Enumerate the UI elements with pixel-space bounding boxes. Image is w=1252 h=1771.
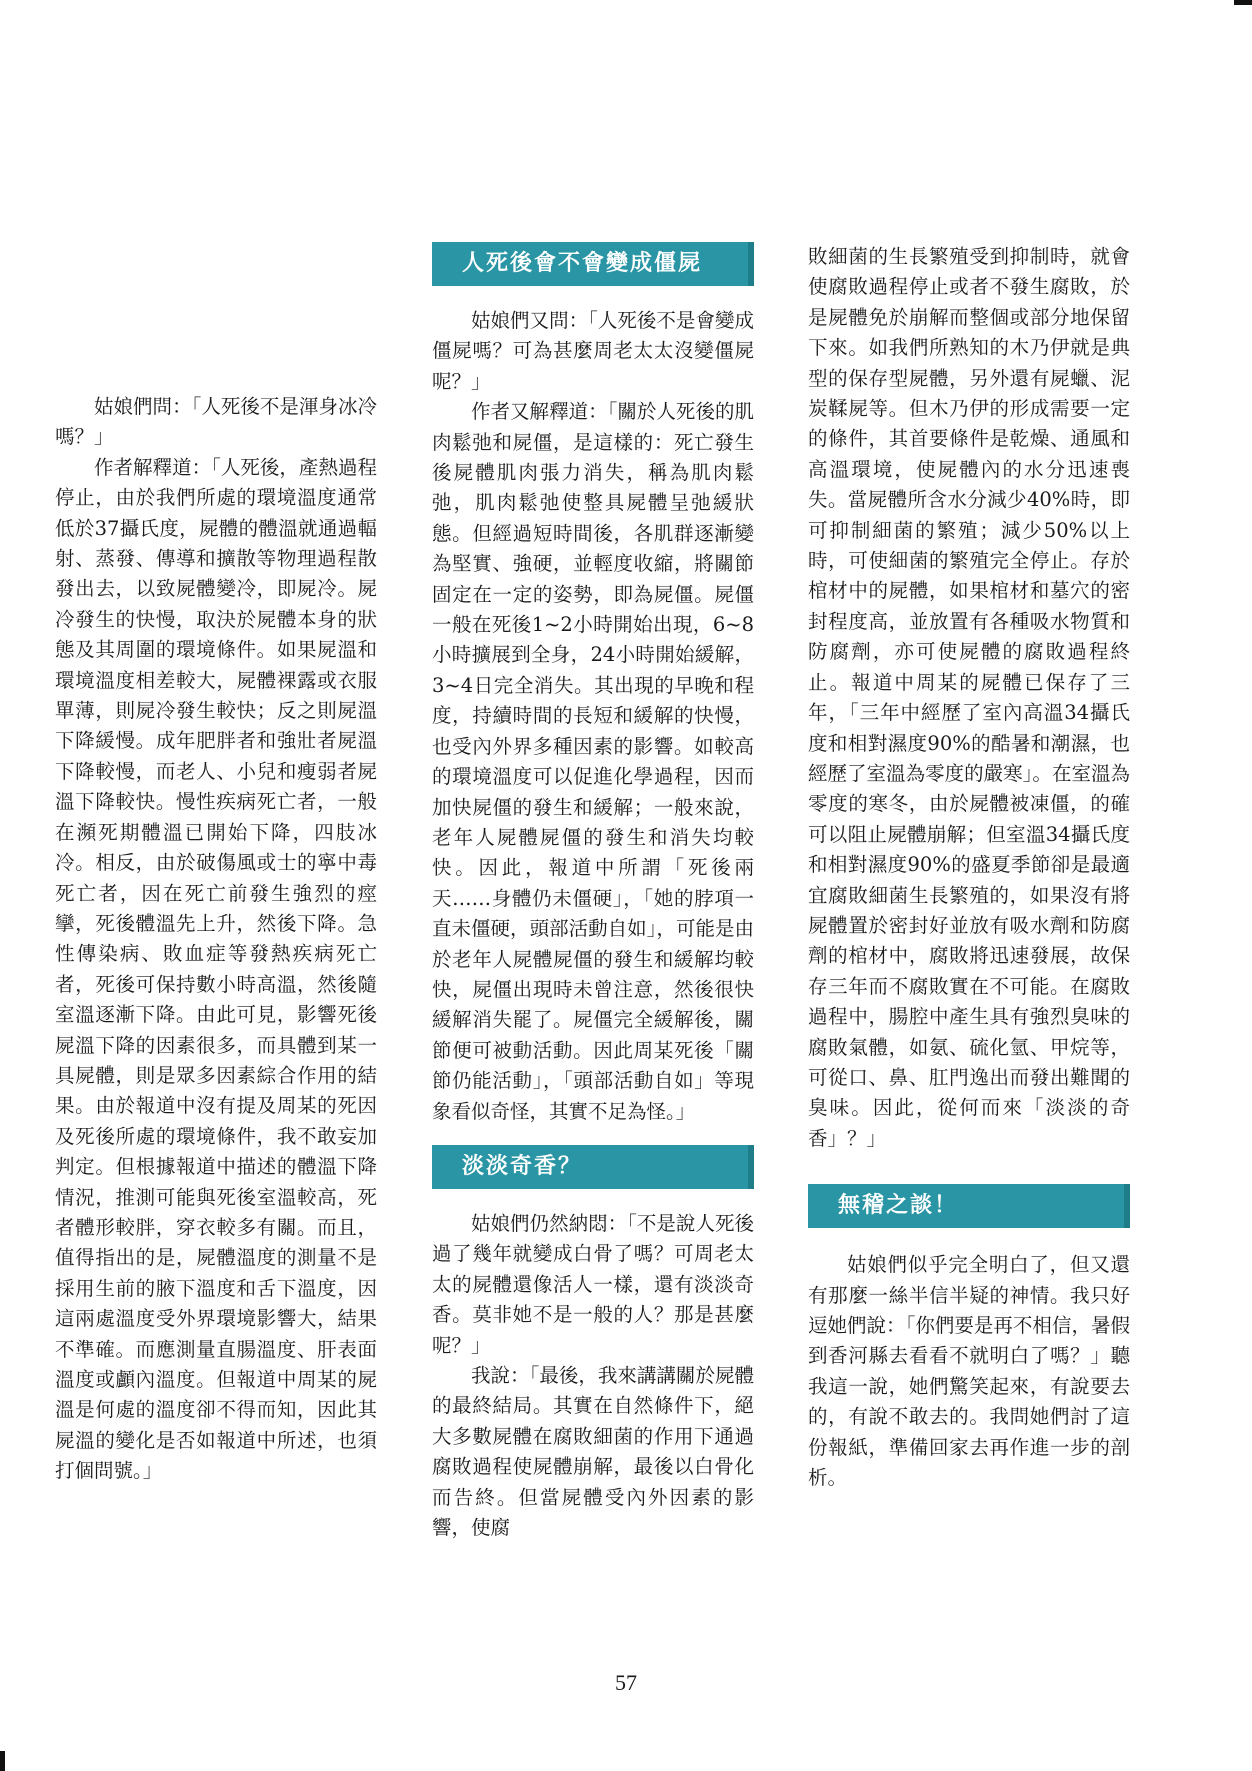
middle-paragraph-2: 作者又解釋道：「關於人死後的肌肉鬆弛和屍僵，是這樣的：死亡發生後屍體肌肉張力消失，稱為肌肉鬆弛，肌肉鬆弛使整具屍體呈弛緩狀態。但經過短時間後，各肌群逐漸變為堅實、強硬，並輕度收縮，將關節固定在一定的姿勢，即為屍僵。屍僵一般在死後1~2小時開始出現，6~8小時擴展到全身，24小時開始緩解，3~4日完全消失。其出現的早晚和程度，持續時間的長短和緩解的快慢，也受內外界多種因素的影響。如較高的環境溫度可以促進化學過程，因而加快屍僵的發生和緩解；一般來說，老年人屍體屍僵的發生和消失均較快。因此，報道中所謂「死後兩天……身體仍未僵硬」，「她的脖項一直未僵硬，頭部活動自如」，可能是由於老年人屍體屍僵的發生和緩解均較快，屍僵出現時未曾注意，然後很快緩解消失罷了。屍僵完全緩解後，關節便可被動活動。因此周某死後「關節仍能活動」，「頭部活動自如」等現象看似奇怪，其實不足為怪。」 bbox=[432, 400, 754, 1123]
middle-paragraph-3: 姑娘們仍然納悶：「不是說人死後過了幾年就變成白骨了嗎？可周老太太的屍體還像活人一樣，還有淡淡奇香。莫非她不是一般的人？那是甚麼呢？」 bbox=[432, 1211, 754, 1357]
left-column bbox=[55, 392, 377, 1487]
page-number: 57 bbox=[615, 1670, 637, 1695]
middle-paragraph-4: 我說：「最後，我來講講關於屍體的最終結局。其實在自然條件下，絕大多數屍體在腐敗細菌的作用下通過腐敗過程使屍體崩解，最後以白骨化而告終。但當屍體受內外因素的影響，使腐 bbox=[432, 1364, 754, 1540]
section-heading-fragrance: 淡淡奇香？ bbox=[432, 1145, 754, 1189]
crop-mark-bottom-left bbox=[0, 1751, 5, 1771]
crop-mark-top-right bbox=[1234, 0, 1252, 5]
section-heading-zombie: 人死後會不會變成僵屍 bbox=[432, 242, 754, 286]
right-paragraph-final: 姑娘們似乎完全明白了，但又還有那麼一絲半信半疑的神情。我只好逗她們說：「你們要是再不相信，暑假到香河縣去看看不就明白了嗎？」聽我這一說，她們驚笑起來，有說要去的，有說不敢去的。我問她們討了這份報紙，準備回家去再作進一步的剖析。 bbox=[808, 1253, 1130, 1490]
left-paragraph-2: 作者解釋道：「人死後，產熱過程停止，由於我們所處的環境溫度通常低於37攝氏度，屍體的體溫就通過輻射、蒸發、傳導和擴散等物理過程散發出去，以致屍體變冷，即屍冷。屍冷發生的快慢，取決於屍體本身的狀態及其周圍的環境條件。如果屍溫和環境溫度相差較大，屍體裸露或衣服單薄，則屍冷發生較快；反之則屍溫下降緩慢。成年肥胖者和強壯者屍溫下降較慢，而老人、小兒和瘦弱者屍溫下降較快。慢性疾病死亡者，一般在瀕死期體溫已開始下降，四肢冰冷。相反，由於破傷風或士的寧中毒死亡者，因在死亡前發生強烈的痙攣，死後體溫先上升，然後下降。急性傳染病、敗血症等發熱疾病死亡者，死後可保持數小時高溫，然後隨室溫逐漸下降。由此可見，影響死後屍溫下降的因素很多，而具體到某一具屍體，則是眾多因素綜合作用的結果。由於報道中沒有提及周某的死因及死後所處的環境條件，我不敢妄加判定。但根據報道中描述的體溫下降情況，推測可能與死後室溫較高，死者體形較胖，穿衣較多有關。而且，值得指出的是，屍體溫度的測量不是採用生前的腋下溫度和舌下溫度，因這兩處溫度受外界環境影響大，結果不準確。而應測量直腸溫度、肝表面溫度或顱內溫度。但報道中周某的屍溫是何處的溫度卻不得而知，因此其屍溫的變化是否如報道中所述，也須打個問號。」 bbox=[55, 455, 377, 1483]
right-column bbox=[808, 242, 1130, 1493]
middle-paragraph-1: 姑娘們又問：「人死後不是會變成僵屍嗎？可為甚麼周老太太沒變僵屍呢？」 bbox=[432, 309, 754, 393]
left-paragraph-1: 姑娘們問：「人死後不是渾身冰冷嗎？」 bbox=[55, 395, 377, 449]
section-heading-nonsense: 無稽之談！ bbox=[808, 1184, 1130, 1228]
right-continuation: 敗細菌的生長繁殖受到抑制時，就會使腐敗過程停止或者不發生腐敗，於是屍體免於崩解而整個或部分地保留下來。如我們所熟知的木乃伊就是典型的保存型屍體，另外還有屍蠟、泥炭鞣屍等。但木乃伊的形成需要一定的條件，其首要條件是乾燥、通風和高溫環境，使屍體內的水分迅速喪失。當屍體所含水分減少40%時，即可抑制細菌的繁殖；減少50%以上時，可使細菌的繁殖完全停止。存於棺材中的屍體，如果棺材和墓穴的密封程度高，並放置有各種吸水物質和防腐劑，亦可使屍體的腐敗過程終止。報道中周某的屍體已保存了三年，「三年中經歷了室內高溫34攝氏度和相對濕度90%的酷暑和潮濕，也經歷了室溫為零度的嚴寒」。在室溫為零度的寒冬，由於屍體被凍僵，的確可以阻止屍體崩解；但室溫34攝氏度和相對濕度90%的盛夏季節卻是最適宜腐敗細菌生長繁殖的，如果沒有將屍體置於密封好並放有吸水劑和防腐劑的棺材中，腐敗將迅速發展，故保存三年而不腐敗實在不可能。在腐敗過程中，腸腔中產生具有強烈臭味的腐敗氣體，如氨、硫化氫、甲烷等，可從口、鼻、肛門逸出而發出難聞的臭味。因此，從何而來「淡淡的奇香」？」 bbox=[808, 245, 1130, 1150]
middle-column bbox=[432, 242, 754, 1543]
